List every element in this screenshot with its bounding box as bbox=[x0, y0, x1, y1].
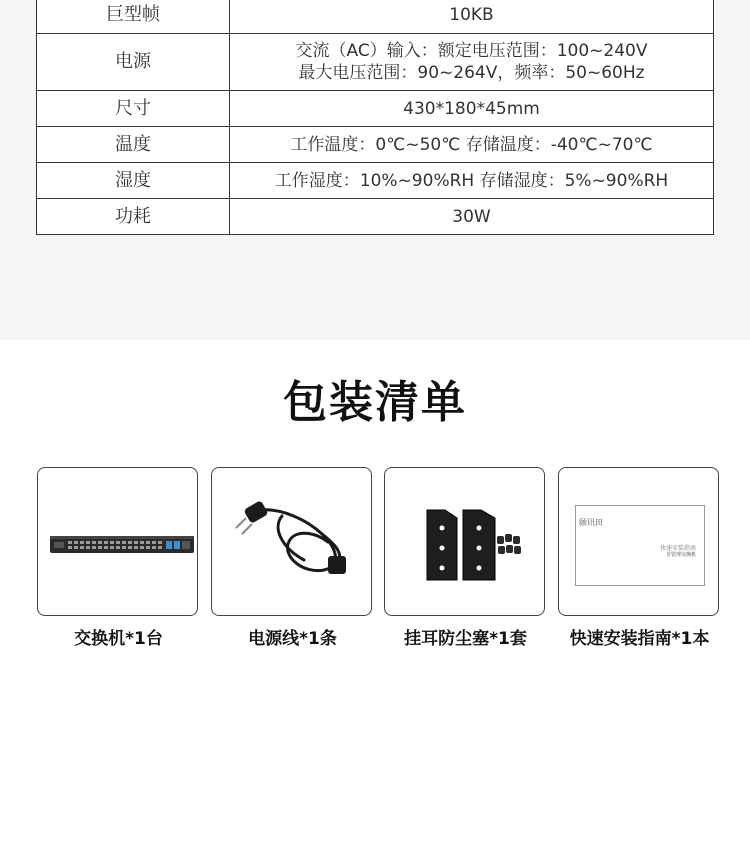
guide-logo: 颐讯田 bbox=[579, 518, 603, 527]
spec-key: 尺寸 bbox=[37, 91, 230, 127]
spec-value: 430*180*45mm bbox=[230, 91, 714, 127]
spec-row-humidity bbox=[37, 163, 714, 199]
packing-item-label: 交换机*1台 bbox=[74, 629, 163, 649]
rack-ear-bracket-icon bbox=[385, 468, 546, 617]
spec-row-temperature bbox=[37, 127, 714, 163]
spec-value-line: 交流（AC）输入：额定电压范围：100~240V bbox=[295, 41, 648, 61]
spec-section bbox=[0, 0, 750, 340]
packing-item-card-switch bbox=[37, 467, 198, 616]
spec-value: 10KB bbox=[230, 0, 714, 34]
spec-value: 工作湿度：10%~90%RH 存储湿度：5%~90%RH bbox=[230, 163, 714, 199]
spec-row-power-consumption bbox=[37, 199, 714, 235]
packing-item-label: 挂耳防尘塞*1套 bbox=[404, 629, 527, 649]
network-switch-icon bbox=[38, 468, 199, 617]
spec-value: 工作温度：0℃~50℃ 存储温度：-40℃~70℃ bbox=[230, 127, 714, 163]
spec-table bbox=[36, 0, 714, 235]
packing-item-card-quick-guide bbox=[558, 467, 719, 616]
spec-row-jumbo-frame bbox=[37, 0, 714, 34]
spec-key: 巨型帧 bbox=[37, 0, 230, 34]
spec-value-line: 最大电压范围：90~264V，频率：50~60Hz bbox=[298, 63, 645, 83]
spec-value bbox=[230, 34, 714, 91]
spec-value: 30W bbox=[230, 199, 714, 235]
packing-item-label: 电源线*1条 bbox=[248, 629, 337, 649]
packing-list-title: 包装清单 bbox=[283, 377, 467, 428]
spec-key: 功耗 bbox=[37, 199, 230, 235]
packing-item-card-power-cord bbox=[211, 467, 372, 616]
guide-subtitle: 非管理交换机 bbox=[665, 552, 696, 558]
quick-guide-icon bbox=[575, 505, 705, 586]
guide-title: 快速安装指南 bbox=[659, 545, 696, 552]
spec-row-size bbox=[37, 91, 714, 127]
spec-key: 湿度 bbox=[37, 163, 230, 199]
packing-item-card-rack-ears bbox=[384, 467, 545, 616]
spec-key: 电源 bbox=[37, 34, 230, 91]
power-cord-icon bbox=[212, 468, 373, 617]
spec-row-power bbox=[37, 34, 714, 91]
spec-key: 温度 bbox=[37, 127, 230, 163]
packing-item-label: 快速安装指南*1本 bbox=[569, 629, 710, 649]
